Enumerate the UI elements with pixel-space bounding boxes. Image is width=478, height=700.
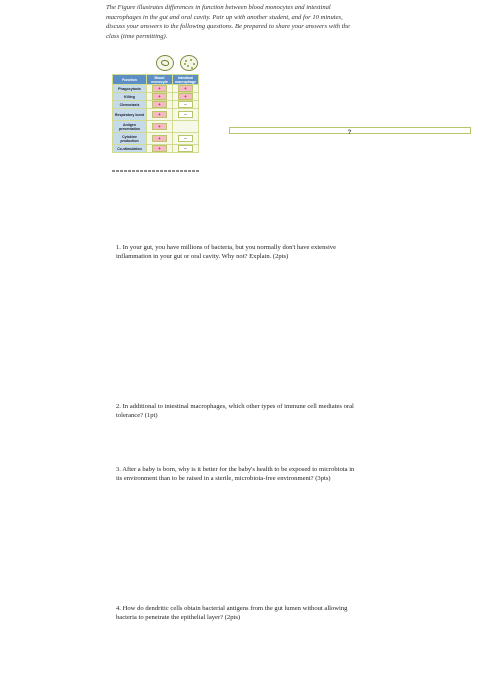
figure-monocyte-vs-macrophage bbox=[112, 55, 352, 177]
macrophage-value: + bbox=[178, 85, 193, 92]
question-text: In additional to intestinal macrophages, which other types of immune cell mediates oral tolerance? (1pt) bbox=[116, 403, 354, 420]
monocyte-value: + bbox=[152, 145, 167, 152]
monocyte-value: + bbox=[152, 111, 167, 118]
question-number: 3. bbox=[116, 466, 121, 473]
function-label: Co-stimulation bbox=[113, 145, 147, 153]
instructions-paragraph bbox=[106, 3, 356, 41]
question-number: 2. bbox=[116, 403, 121, 410]
monocyte-value: + bbox=[152, 93, 167, 100]
question-text: After a baby is born, why is it better for the baby's health to be exposed to microbiota in its environment than to be raised in a sterile, microbiota-free environment? (3pts) bbox=[116, 466, 355, 483]
macrophage-value: − bbox=[178, 145, 193, 152]
function-label: Antigen presentation bbox=[113, 121, 147, 133]
macrophage-value: − bbox=[178, 111, 193, 118]
table-row bbox=[113, 133, 199, 145]
table-row bbox=[113, 145, 199, 153]
blood-monocyte-cell-icon bbox=[156, 55, 174, 71]
function-label: Cytokine production bbox=[113, 133, 147, 145]
cell-illustrations bbox=[152, 55, 202, 72]
figure-caption-illegible bbox=[112, 170, 200, 172]
header-function: Function bbox=[113, 75, 147, 85]
instructions-text: The Figure illustrates differences in function between blood monocytes and intestinal macrophages in the gut and oral cavity. Pair up with another student, and for 10 minutes, discuss your answers to the following questions. Be prepared to share your answers with the class (time permitting). bbox=[106, 4, 350, 40]
table-row bbox=[113, 93, 199, 101]
table-row bbox=[113, 85, 199, 93]
monocyte-value: + bbox=[152, 135, 167, 142]
monocyte-value: + bbox=[152, 123, 167, 130]
table-header-row bbox=[113, 75, 199, 85]
macrophage-value: − bbox=[178, 101, 193, 108]
table-row bbox=[113, 101, 199, 109]
monocyte-value: + bbox=[152, 85, 167, 92]
question-text: In your gut, you have millions of bacteria, but you normally don't have extensive inflammation in your gut or oral cavity. Why not? Explain. (2pts) bbox=[116, 244, 337, 261]
question-3 bbox=[116, 465, 356, 484]
question-4 bbox=[116, 604, 356, 623]
macrophage-value: + bbox=[178, 93, 193, 100]
table-row bbox=[113, 121, 199, 133]
function-label: Respiratory burst bbox=[113, 109, 147, 121]
function-comparison-table bbox=[112, 74, 352, 153]
question-number: 4. bbox=[116, 605, 121, 612]
function-label: Chemotaxis bbox=[113, 101, 147, 109]
monocyte-value: + bbox=[152, 101, 167, 108]
intestinal-macrophage-cell-icon bbox=[180, 55, 198, 71]
question-number: 1. bbox=[116, 244, 121, 251]
macrophage-value: − bbox=[178, 135, 193, 142]
header-blood-monocyte: Blood monocyte bbox=[147, 75, 173, 85]
function-label: Phagocytosis bbox=[113, 85, 147, 93]
question-text: How do dendritic cells obtain bacterial antigens from the gut lumen without allowing bacteria to penetrate the epithelial layer? (2pts) bbox=[116, 605, 348, 622]
function-label: Killing bbox=[113, 93, 147, 101]
question-2 bbox=[116, 402, 356, 421]
header-intestinal-macrophage: Intestinal macrophage bbox=[173, 75, 199, 85]
macrophage-value: ? bbox=[229, 127, 471, 134]
table-row bbox=[113, 109, 199, 121]
question-1 bbox=[116, 243, 356, 262]
